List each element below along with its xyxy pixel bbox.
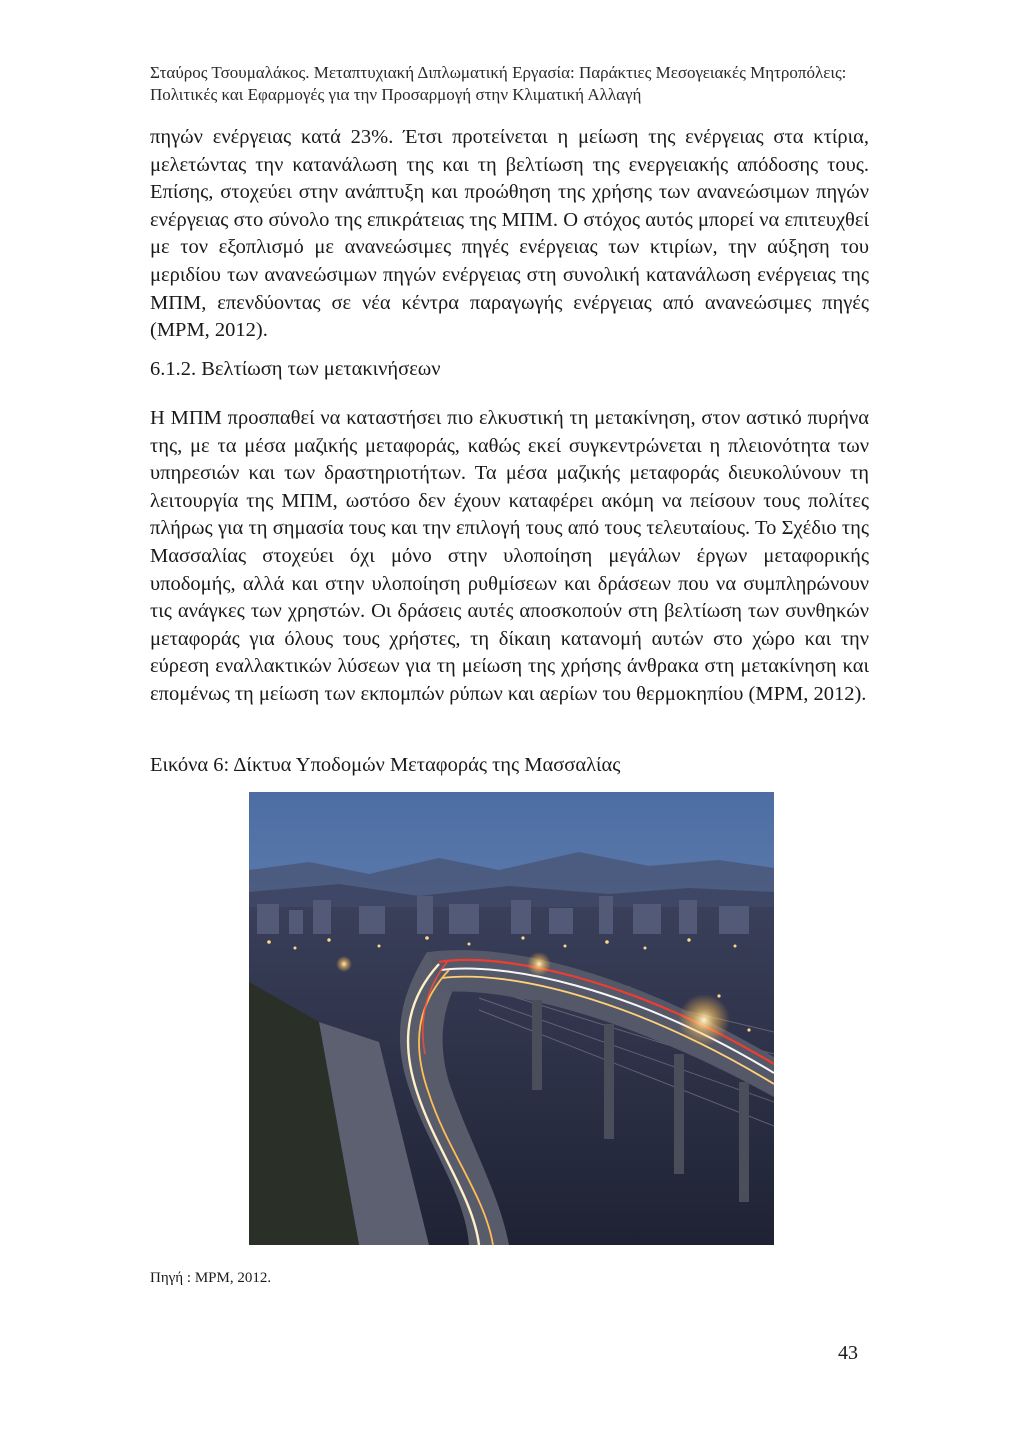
figure-photo: [249, 792, 774, 1245]
running-header-line-1: Σταύρος Τσουμαλάκος. Μεταπτυχιακή Διπλωματική Εργασία: Παράκτιες Μεσογειακές Μητροπόλεις:: [150, 63, 847, 82]
page-number: 43: [838, 1342, 858, 1364]
body-paragraph-1: πηγών ενέργειας κατά 23%. Έτσι προτείνεται η μείωση της ενέργειας στα κτίρια, μελετώντας την κατανάλωση της και τη βελτίωση της ενεργειακής απόδοσης τους. Επίσης, στοχεύει στην ανάπτυξη και προώθηση της χρήσης των ανανεώσιμων πηγών ενέργειας στο σύνολο της επικράτειας της ΜΠΜ. Ο στόχος αυτός μπορεί να επιτευχθεί με τον εξοπλισμό με ανανεώσιμες πηγές ενέργειας των κτιρίων, την αύξηση του μεριδίου των ανανεώσιμων πηγών ενέργειας στη συνολική κατανάλωση ενέργειας της ΜΠΜ, επενδύοντας σε νέα κέντρα παραγωγής ενέργειας από ανανεώσιμες πηγές (MPM, 2012).: [150, 126, 869, 342]
body-paragraph-2: Η ΜΠΜ προσπαθεί να καταστήσει πιο ελκυστική τη μετακίνηση, στον αστικό πυρήνα της, με τα μέσα μαζικής μεταφοράς, καθώς εκεί συγκεντρώνεται η πλειονότητα των υπηρεσιών και των δραστηριοτήτων. Τα μέσα μαζικής μεταφοράς διευκολύνουν τη λειτουργία της ΜΠΜ, ωστόσο δεν έχουν καταφέρει ακόμη να πείσουν τους πολίτες πλήρως για τη σημασία τους και την επιλογή τους από τους τελευταίους. Το Σχέδιο της Μασσαλίας στοχεύει όχι μόνο στην υλοποίηση μεγάλων έργων μεταφορικής υποδομής, αλλά και στην υλοποίηση ρυθμίσεων και δράσεων που να συμπληρώνουν τις ανάγκες των χρηστών. Οι δράσεις αυτές αποσκοπούν στη βελτίωση των συνθηκών μεταφοράς για όλους τους χρήστες, τη δίκαιη κατανομή αυτών στο χώρο και την εύρεση εναλλακτικών λύσεων για τη μείωση της χρήσης άνθρακα στη μετακίνηση και επομένως τη μείωση των εκπομπών ρύπων και αερίων του θερμοκηπίου (MPM, 2012).: [150, 407, 869, 705]
figure-source: Πηγή : MPM, 2012.: [150, 1270, 272, 1286]
running-header-line-2: Πολιτικές και Εφαρμογές για την Προσαρμογή στην Κλιματική Αλλαγή: [150, 85, 642, 104]
section-heading: 6.1.2. Βελτίωση των μετακινήσεων: [150, 358, 441, 380]
running-header: [150, 62, 890, 106]
figure-caption: Εικόνα 6: Δίκτυα Υποδομών Μεταφοράς της Μασσαλίας: [150, 754, 621, 776]
